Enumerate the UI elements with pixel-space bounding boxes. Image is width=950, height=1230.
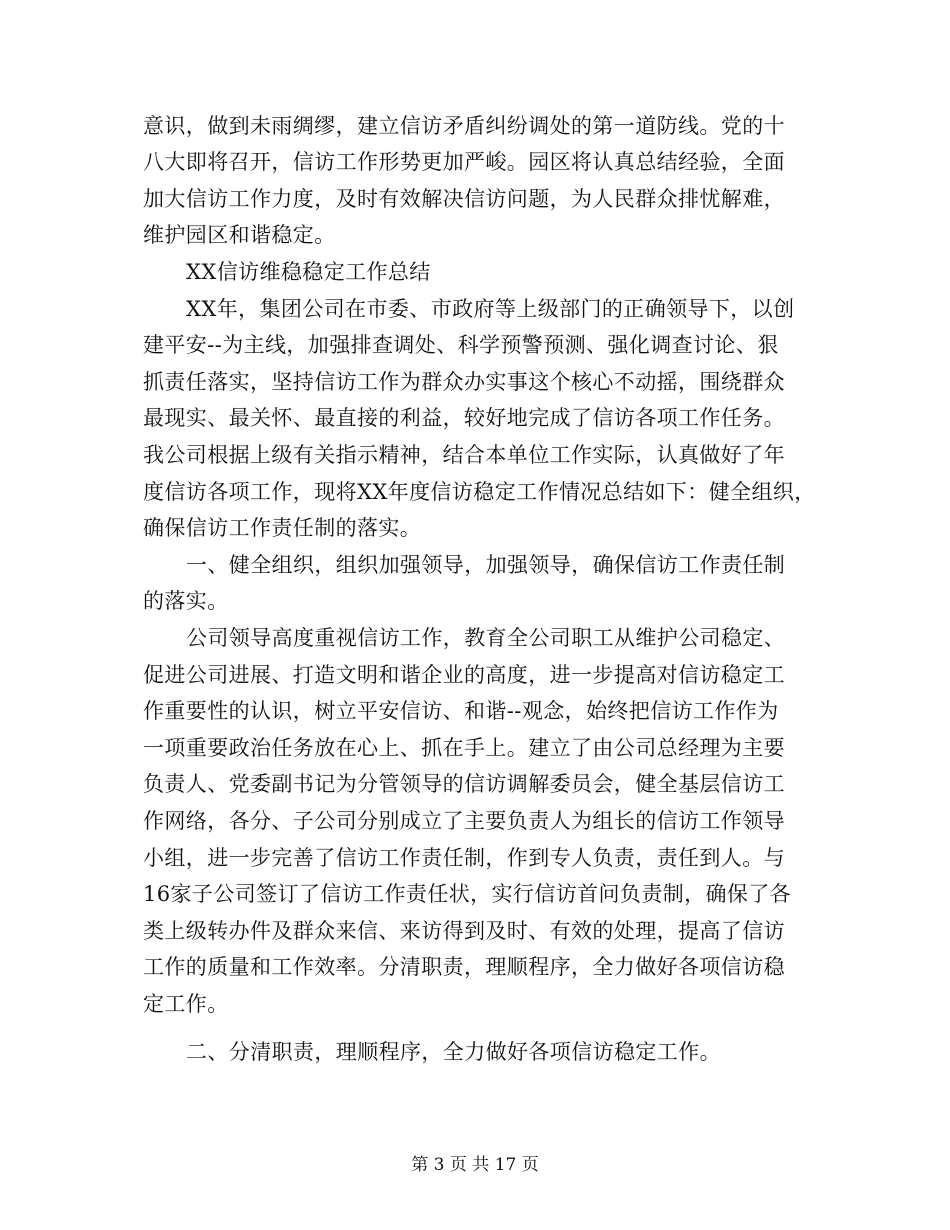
body-line: 作网络，各分、子公司分别成立了主要负责人为组长的信访工作领导	[143, 809, 785, 833]
section-title: XX信访维稳稳定工作总结	[186, 260, 431, 284]
body-line: 我公司根据上级有关指示精神，结合本单位工作实际，认真做好了年	[143, 443, 785, 467]
body-line: 最现实、最关怀、最直接的利益，较好地完成了信访各项工作任务。	[143, 406, 785, 430]
body-line: 公司领导高度重视信访工作，教育全公司职工从维护公司稳定、	[186, 626, 786, 650]
body-line: 维护园区和谐稳定。	[143, 223, 336, 247]
body-line: 八大即将召开，信访工作形势更加严峻。园区将认真总结经验，全面	[143, 150, 785, 174]
body-line: 确保信访工作责任制的落实。	[143, 516, 422, 540]
body-line: 的落实。	[143, 589, 229, 613]
body-line: 抓责任落实，坚持信访工作为群众办实事这个核心不动摇，围绕群众	[143, 370, 785, 394]
page-number-footer: 第 3 页 共 17 页	[411, 1155, 539, 1175]
section-heading-2: 二、分清职责，理顺程序，全力做好各项信访稳定工作。	[186, 1040, 721, 1064]
body-line: 度信访各项工作，现将XX年度信访稳定工作情况总结如下：健全组织，	[143, 480, 816, 504]
body-line: XX年，集团公司在市委、市政府等上级部门的正确领导下，以创	[186, 297, 795, 321]
body-line: 负责人、党委副书记为分管领导的信访调解委员会，健全基层信访工	[143, 772, 785, 796]
body-line: 小组，进一步完善了信访工作责任制，作到专人负责，责任到人。与	[143, 846, 785, 870]
body-line: 工作的质量和工作效率。分清职责，理顺程序，全力做好各项信访稳	[143, 955, 785, 979]
body-line: 一项重要政治任务放在心上、抓在手上。建立了由公司总经理为主要	[143, 736, 785, 760]
section-heading-1: 一、健全组织，组织加强领导，加强领导，确保信访工作责任制	[186, 553, 786, 577]
body-line: 类上级转办件及群众来信、来访得到及时、有效的处理，提高了信访	[143, 919, 785, 943]
body-line: 意识，做到未雨绸缪，建立信访矛盾纠纷调处的第一道防线。党的十	[143, 114, 785, 138]
body-line: 促进公司进展、打造文明和谐企业的高度，进一步提高对信访稳定工	[143, 663, 785, 687]
body-line: 定工作。	[143, 992, 229, 1016]
body-line: 作重要性的认识，树立平安信访、和谐--观念，始终把信访工作作为	[143, 699, 779, 723]
body-line: 建平安--为主线，加强排查调处、科学预警预测、强化调查讨论、狠	[143, 333, 779, 357]
body-line: 加大信访工作力度，及时有效解决信访问题，为人民群众排忧解难，	[143, 187, 785, 211]
body-line: 16家子公司签订了信访工作责任状，实行信访首问负责制，确保了各	[143, 882, 792, 906]
